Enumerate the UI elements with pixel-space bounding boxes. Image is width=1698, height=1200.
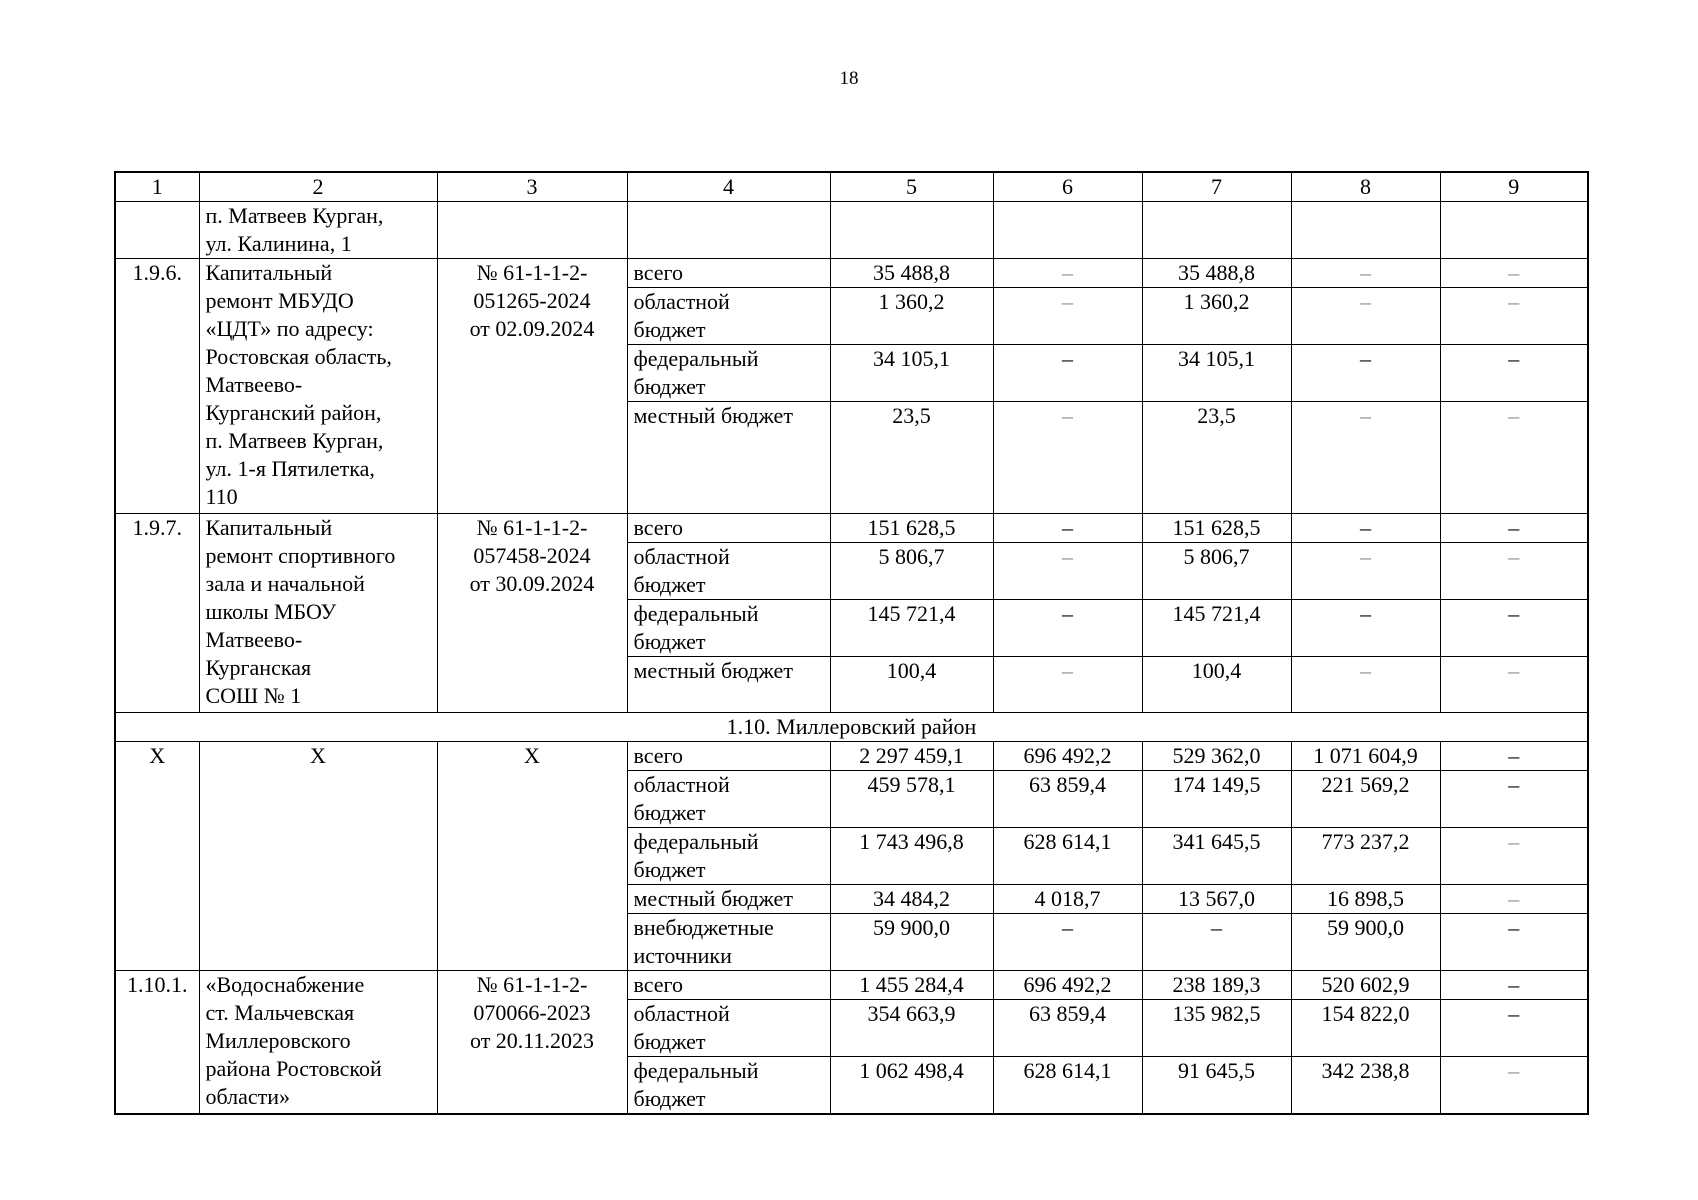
header-cell: 5 <box>830 172 993 202</box>
value-cell: – <box>1440 1000 1588 1057</box>
value-cell: 145 721,4 <box>1142 600 1291 657</box>
value-cell: 135 982,5 <box>1142 1000 1291 1057</box>
value-cell: 91 645,5 <box>1142 1057 1291 1115</box>
value-cell: – <box>1291 402 1440 514</box>
value-cell: – <box>1291 657 1440 713</box>
value-cell: 174 149,5 <box>1142 771 1291 828</box>
section-header-row <box>115 713 1588 742</box>
header-cell: 6 <box>993 172 1142 202</box>
funding-source: всего <box>627 742 830 771</box>
value-cell: 342 238,8 <box>1291 1057 1440 1115</box>
value-cell: 100,4 <box>830 657 993 713</box>
funding-source: местный бюджет <box>627 657 830 713</box>
value-cell: 13 567,0 <box>1142 885 1291 914</box>
header-cell: 4 <box>627 172 830 202</box>
value-cell: 529 362,0 <box>1142 742 1291 771</box>
value-cell: – <box>1291 543 1440 600</box>
value-cell: – <box>1291 345 1440 402</box>
value-cell: 100,4 <box>1142 657 1291 713</box>
object-name-cell: п. Матвеев Курган, ул. Калинина, 1 <box>199 202 437 259</box>
object-number: 1.9.7. <box>115 514 199 713</box>
funding-source: всего <box>627 971 830 1000</box>
value-cell: – <box>1440 402 1588 514</box>
value-cell: 63 859,4 <box>993 1000 1142 1057</box>
value-cell <box>993 202 1142 259</box>
value-cell: – <box>993 600 1142 657</box>
value-cell: – <box>993 288 1142 345</box>
value-cell: – <box>1440 742 1588 771</box>
header-cell: 9 <box>1440 172 1588 202</box>
value-cell <box>1291 202 1440 259</box>
value-cell <box>1440 202 1588 259</box>
header-cell: 1 <box>115 172 199 202</box>
value-cell: – <box>1440 543 1588 600</box>
value-cell: 696 492,2 <box>993 971 1142 1000</box>
value-cell: – <box>993 657 1142 713</box>
value-cell: – <box>1440 288 1588 345</box>
value-cell: 35 488,8 <box>1142 259 1291 288</box>
funding-source: областной бюджет <box>627 288 830 345</box>
value-cell: – <box>1291 288 1440 345</box>
value-cell: 1 360,2 <box>1142 288 1291 345</box>
value-cell: 16 898,5 <box>1291 885 1440 914</box>
value-cell: – <box>1440 514 1588 543</box>
value-cell: 23,5 <box>1142 402 1291 514</box>
value-cell: 145 721,4 <box>830 600 993 657</box>
value-cell: 34 484,2 <box>830 885 993 914</box>
value-cell: – <box>993 543 1142 600</box>
value-cell: – <box>1440 259 1588 288</box>
value-cell: 773 237,2 <box>1291 828 1440 885</box>
header-cell: 3 <box>437 172 627 202</box>
value-cell: 151 628,5 <box>830 514 993 543</box>
value-cell: – <box>1440 657 1588 713</box>
value-cell: 1 071 604,9 <box>1291 742 1440 771</box>
funding-source: местный бюджет <box>627 885 830 914</box>
value-cell: 459 578,1 <box>830 771 993 828</box>
value-cell: – <box>993 345 1142 402</box>
value-cell: – <box>1291 514 1440 543</box>
object-number: Х <box>115 742 199 971</box>
value-cell: 520 602,9 <box>1291 971 1440 1000</box>
funding-source: федеральный бюджет <box>627 600 830 657</box>
value-cell: 628 614,1 <box>993 1057 1142 1115</box>
value-cell: 341 645,5 <box>1142 828 1291 885</box>
table-row <box>115 971 1588 1000</box>
value-cell: 1 743 496,8 <box>830 828 993 885</box>
object-number: 1.9.6. <box>115 259 199 514</box>
object-name: «Водоснабжение ст. Мальчевская Миллеровского района Ростовской области» <box>199 971 437 1115</box>
funding-source: внебюджетные источники <box>627 914 830 971</box>
value-cell: – <box>1440 1057 1588 1115</box>
value-cell: 35 488,8 <box>830 259 993 288</box>
value-cell: – <box>1440 600 1588 657</box>
funding-source: федеральный бюджет <box>627 828 830 885</box>
value-cell: 221 569,2 <box>1291 771 1440 828</box>
value-cell: – <box>1440 885 1588 914</box>
funding-source: федеральный бюджет <box>627 345 830 402</box>
value-cell: 59 900,0 <box>1291 914 1440 971</box>
funding-source: областной бюджет <box>627 543 830 600</box>
funding-source: всего <box>627 514 830 543</box>
num-cell <box>115 202 199 259</box>
header-cell: 7 <box>1142 172 1291 202</box>
budget-table <box>114 171 1589 1115</box>
value-cell: 628 614,1 <box>993 828 1142 885</box>
value-cell: 5 806,7 <box>830 543 993 600</box>
header-cell: 8 <box>1291 172 1440 202</box>
document-number: № 61-1-1-2- 057458-2024 от 30.09.2024 <box>437 514 627 713</box>
value-cell: 1 455 284,4 <box>830 971 993 1000</box>
funding-source: местный бюджет <box>627 402 830 514</box>
value-cell <box>1142 202 1291 259</box>
value-cell: 696 492,2 <box>993 742 1142 771</box>
page-number: 18 <box>839 68 859 89</box>
value-cell: – <box>1440 828 1588 885</box>
object-name: Капитальный ремонт МБУДО «ЦДТ» по адресу: Ростовская область, Матвеево- Курганский район, п. Матвеев Курган, ул. 1-я Пятилетка, 110 <box>199 259 437 514</box>
object-number: 1.10.1. <box>115 971 199 1115</box>
value-cell: – <box>1291 600 1440 657</box>
value-cell: – <box>1291 259 1440 288</box>
value-cell: 34 105,1 <box>830 345 993 402</box>
section-title: 1.10. Миллеровский район <box>115 713 1588 742</box>
value-cell: 5 806,7 <box>1142 543 1291 600</box>
document-number: Х <box>437 742 627 971</box>
value-cell: – <box>993 402 1142 514</box>
value-cell: 34 105,1 <box>1142 345 1291 402</box>
value-cell: – <box>1440 771 1588 828</box>
value-cell: 2 297 459,1 <box>830 742 993 771</box>
continuation-row <box>115 202 1588 259</box>
value-cell: 4 018,7 <box>993 885 1142 914</box>
value-cell: 151 628,5 <box>1142 514 1291 543</box>
value-cell: – <box>993 914 1142 971</box>
value-cell: 1 062 498,4 <box>830 1057 993 1115</box>
funding-source: областной бюджет <box>627 1000 830 1057</box>
doc-cell <box>437 202 627 259</box>
value-cell: 238 189,3 <box>1142 971 1291 1000</box>
funding-source: федеральный бюджет <box>627 1057 830 1115</box>
value-cell: – <box>993 259 1142 288</box>
table-row <box>115 259 1588 288</box>
document-number: № 61-1-1-2- 051265-2024 от 02.09.2024 <box>437 259 627 514</box>
value-cell: 154 822,0 <box>1291 1000 1440 1057</box>
value-cell: – <box>1142 914 1291 971</box>
source-cell <box>627 202 830 259</box>
funding-source: всего <box>627 259 830 288</box>
funding-source: областной бюджет <box>627 771 830 828</box>
value-cell: 23,5 <box>830 402 993 514</box>
table-row <box>115 514 1588 543</box>
object-name: Капитальный ремонт спортивного зала и начальной школы МБОУ Матвеево- Курганская СОШ № 1 <box>199 514 437 713</box>
object-name: Х <box>199 742 437 971</box>
value-cell: – <box>993 514 1142 543</box>
value-cell: 59 900,0 <box>830 914 993 971</box>
table-row <box>115 742 1588 771</box>
document-number: № 61-1-1-2- 070066-2023 от 20.11.2023 <box>437 971 627 1115</box>
header-cell: 2 <box>199 172 437 202</box>
value-cell <box>830 202 993 259</box>
column-number-row <box>115 172 1588 202</box>
value-cell: 63 859,4 <box>993 771 1142 828</box>
value-cell: – <box>1440 345 1588 402</box>
value-cell: 1 360,2 <box>830 288 993 345</box>
value-cell: – <box>1440 971 1588 1000</box>
value-cell: 354 663,9 <box>830 1000 993 1057</box>
value-cell: – <box>1440 914 1588 971</box>
